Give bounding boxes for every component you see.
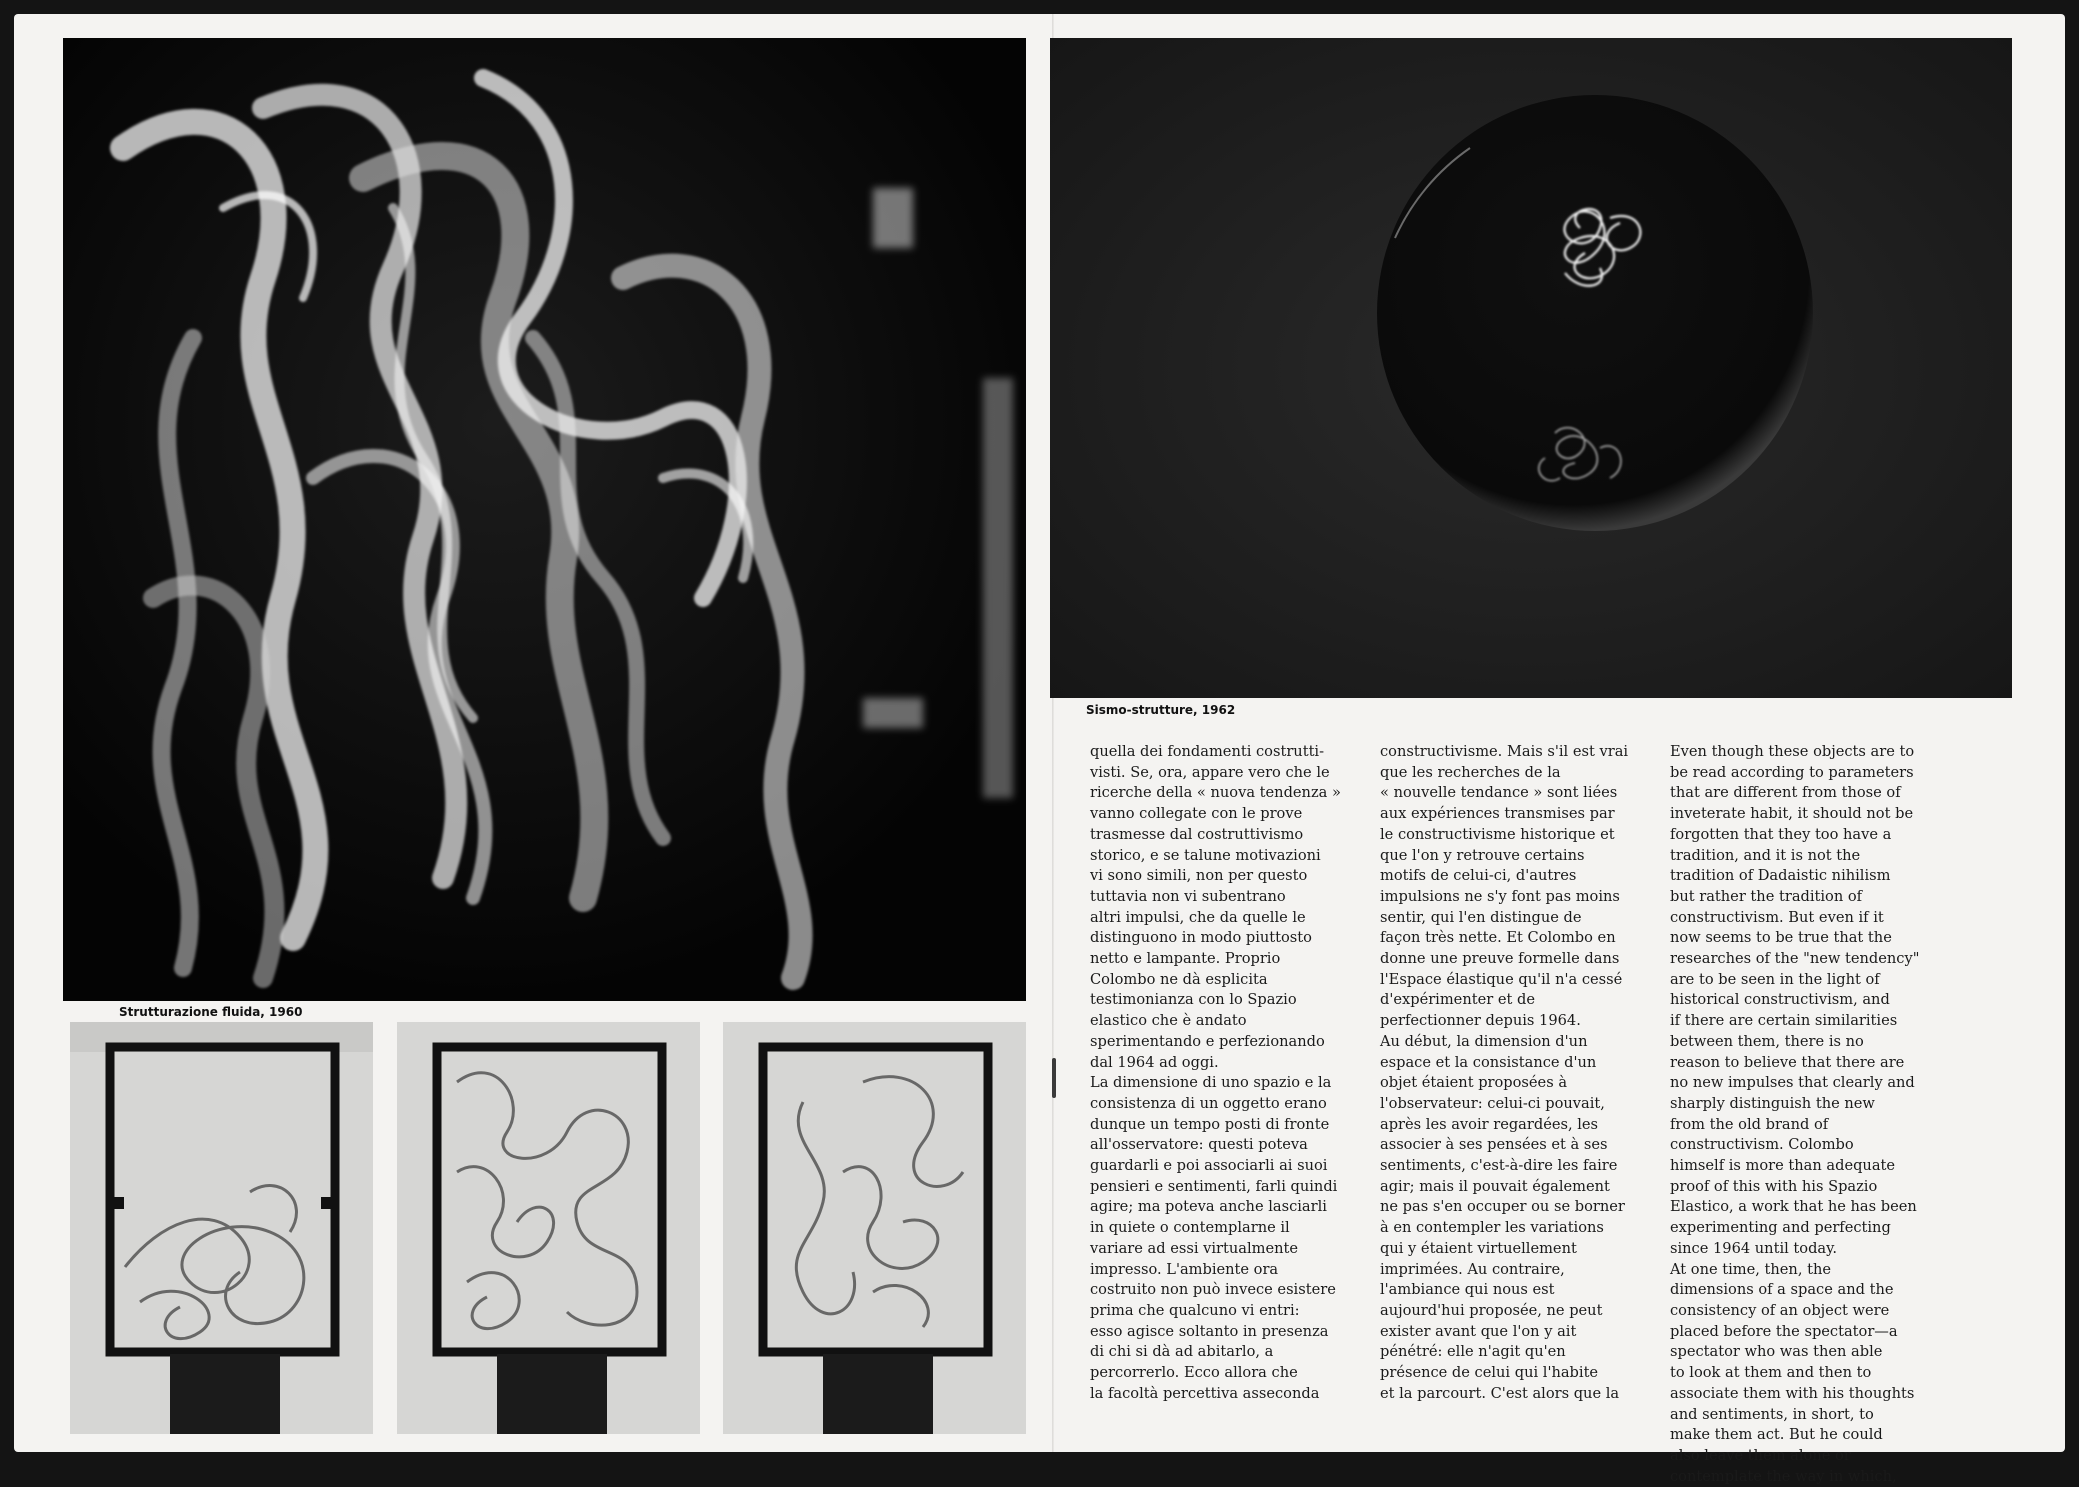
text-line: l'ambiance qui nous est [1380,1281,1555,1299]
text-line: reason to believe that there are [1670,1053,1905,1071]
text-line: contemplate the way in which, [1670,1467,1897,1485]
text-line: Elastico, a work that he has been [1670,1198,1917,1216]
text-line: that are different from those of [1670,784,1901,802]
text-line: proof of this with his Spazio [1670,1177,1878,1195]
text-line: tuttavia non vi subentrano [1090,887,1286,905]
text-line: distinguono in modo piuttosto [1090,929,1312,947]
text-line: guardarli e poi associarli ai suoi [1090,1157,1328,1175]
text-line: associer à ses pensées et à ses [1380,1136,1608,1154]
text-line: all'osservatore: questi poteva [1090,1136,1308,1154]
photo-sismo-strutture [1050,38,2012,698]
text-line: qui y étaient virtuellement [1380,1239,1577,1257]
text-line: agire; ma poteva anche lasciarli [1090,1198,1327,1216]
text-column-french [1380,742,1642,1405]
text-line: also leave them alone or [1670,1446,1851,1464]
text-line: aujourd'hui proposée, ne peut [1380,1301,1603,1319]
text-line: que les recherches de la [1380,763,1561,781]
text-line: di chi si dà ad abitarlo, a [1090,1343,1274,1361]
caption-strutturazione: Strutturazione fluida, 1960 [119,1005,303,1019]
text-line: « nouvelle tendance » sont liées [1380,784,1618,802]
text-line: and sentiments, in short, to [1670,1405,1874,1423]
text-line: associate them with his thoughts [1670,1384,1915,1402]
text-line: researches of the "new tendency" [1670,950,1920,968]
text-line: l'Espace élastique qu'il n'a cessé [1380,970,1623,988]
text-line: since 1964 until today. [1670,1239,1838,1257]
text-line: l'observateur: celui-ci pouvait, [1380,1094,1605,1112]
text-line: impulsions ne s'y font pas moins [1380,887,1620,905]
text-line: dunque un tempo posti di fronte [1090,1115,1330,1133]
text-line: imprimées. Au contraire, [1380,1260,1565,1278]
photo-spazio-elastico-2 [397,1022,700,1434]
text-line: At one time, then, the [1670,1260,1832,1278]
text-line: exister avant que l'on y ait [1380,1322,1577,1340]
text-line: tradition, and it is not the [1670,846,1861,864]
text-line: constructivism. Colombo [1670,1136,1854,1154]
text-line: altri impulsi, che da quelle le [1090,908,1306,926]
text-line: constructivisme. Mais s'il est vrai [1380,743,1629,760]
text-line: costruito non può invece esistere [1090,1281,1336,1299]
caption-sismo: Sismo-strutture, 1962 [1086,703,1236,717]
text-line: Colombo ne dà esplicita [1090,970,1268,988]
text-line: sharply distinguish the new [1670,1094,1875,1112]
text-line: historical constructivism, and [1670,991,1890,1009]
text-line: perfectionner depuis 1964. [1380,1012,1581,1030]
text-line: façon très nette. Et Colombo en [1380,929,1616,947]
text-line: experimenting and perfecting [1670,1219,1891,1237]
text-line: from the old brand of [1670,1115,1829,1133]
text-line: Even though these objects are to [1670,743,1915,760]
text-line: netto e lampante. Proprio [1090,950,1281,968]
text-line: présence de celui qui l'habite [1380,1364,1599,1382]
text-line: vi sono simili, non per questo [1090,867,1308,885]
text-line: sperimentando e perfezionando [1090,1032,1325,1050]
text-line: le constructivisme historique et [1380,825,1615,843]
text-line: quella dei fondamenti costrutti- [1090,743,1325,760]
text-line: but rather the tradition of [1670,887,1863,905]
text-line: percorrerlo. Ecco allora che [1090,1364,1298,1382]
text-line: dal 1964 ad oggi. [1090,1053,1219,1071]
photo-spazio-elastico-1 [70,1022,373,1434]
text-line: ne pas s'en occuper ou se borner [1380,1198,1625,1216]
text-line: après les avoir regardées, les [1380,1115,1599,1133]
text-line: visti. Se, ora, appare vero che le [1090,763,1330,781]
text-line: placed before the spectator—a [1670,1322,1898,1340]
text-line: donne une preuve formelle dans [1380,950,1620,968]
text-line: sentir, qui l'en distingue de [1380,908,1582,926]
text-line: testimonianza con lo Spazio [1090,991,1297,1009]
text-column-english [1670,742,1932,1487]
staple-bottom [1052,1058,1056,1098]
text-line: to look at them and then to [1670,1364,1872,1382]
text-line: be read according to parameters [1670,763,1914,781]
text-line: make them act. But he could [1670,1426,1883,1444]
text-line: himself is more than adequate [1670,1157,1896,1175]
text-line: pénétré: elle n'agit qu'en [1380,1343,1566,1361]
text-line: consistency of an object were [1670,1301,1890,1319]
text-line: pensieri e sentimenti, farli quindi [1090,1177,1338,1195]
text-line: objet étaient proposées à [1380,1074,1568,1092]
text-line: dimensions of a space and the [1670,1281,1894,1299]
text-line: sentiments, c'est-à-dire les faire [1380,1157,1618,1175]
text-line: que l'on y retrouve certains [1380,846,1585,864]
text-column-italian [1090,742,1352,1405]
text-line: impresso. L'ambiente ora [1090,1260,1279,1278]
text-line: spectator who was then able [1670,1343,1883,1361]
text-line: inveterate habit, it should not be [1670,805,1914,823]
text-line: La dimensione di uno spazio e la [1090,1074,1332,1092]
photo-strutturazione-fluida [63,38,1026,1001]
photo-spazio-elastico-3 [723,1022,1026,1434]
text-line: à en contempler les variations [1380,1219,1604,1237]
text-line: forgotten that they too have a [1670,825,1892,843]
text-line: prima che qualcuno vi entri: [1090,1301,1300,1319]
text-line: agir; mais il pouvait également [1380,1177,1610,1195]
text-line: are to be seen in the light of [1670,970,1880,988]
text-line: in quiete o contemplarne il [1090,1219,1290,1237]
text-line: motifs de celui-ci, d'autres [1380,867,1577,885]
text-line: if there are certain similarities [1670,1012,1898,1030]
text-line: consistenza di un oggetto erano [1090,1094,1327,1112]
text-line: no new impulses that clearly and [1670,1074,1915,1092]
text-line: between them, there is no [1670,1032,1864,1050]
text-line: d'expérimenter et de [1380,991,1535,1009]
text-line: constructivism. But even if it [1670,908,1884,926]
text-line: vanno collegate con le prove [1090,805,1303,823]
text-line: variare ad essi virtualmente [1090,1239,1299,1257]
text-line: esso agisce soltanto in presenza [1090,1322,1329,1340]
text-line: la facoltà percettiva asseconda [1090,1384,1320,1402]
text-line: ricerche della « nuova tendenza » [1090,784,1341,802]
text-line: tradition of Dadaistic nihilism [1670,867,1891,885]
text-line: now seems to be true that the [1670,929,1892,947]
text-line: trasmesse dal costruttivismo [1090,825,1304,843]
text-line: et la parcourt. C'est alors que la [1380,1384,1620,1402]
text-line: Au début, la dimension d'un [1380,1032,1588,1050]
text-line: aux expériences transmises par [1380,805,1615,823]
text-line: elastico che è andato [1090,1012,1247,1030]
text-line: storico, e se talune motivazioni [1090,846,1321,864]
text-line: espace et la consistance d'un [1380,1053,1597,1071]
